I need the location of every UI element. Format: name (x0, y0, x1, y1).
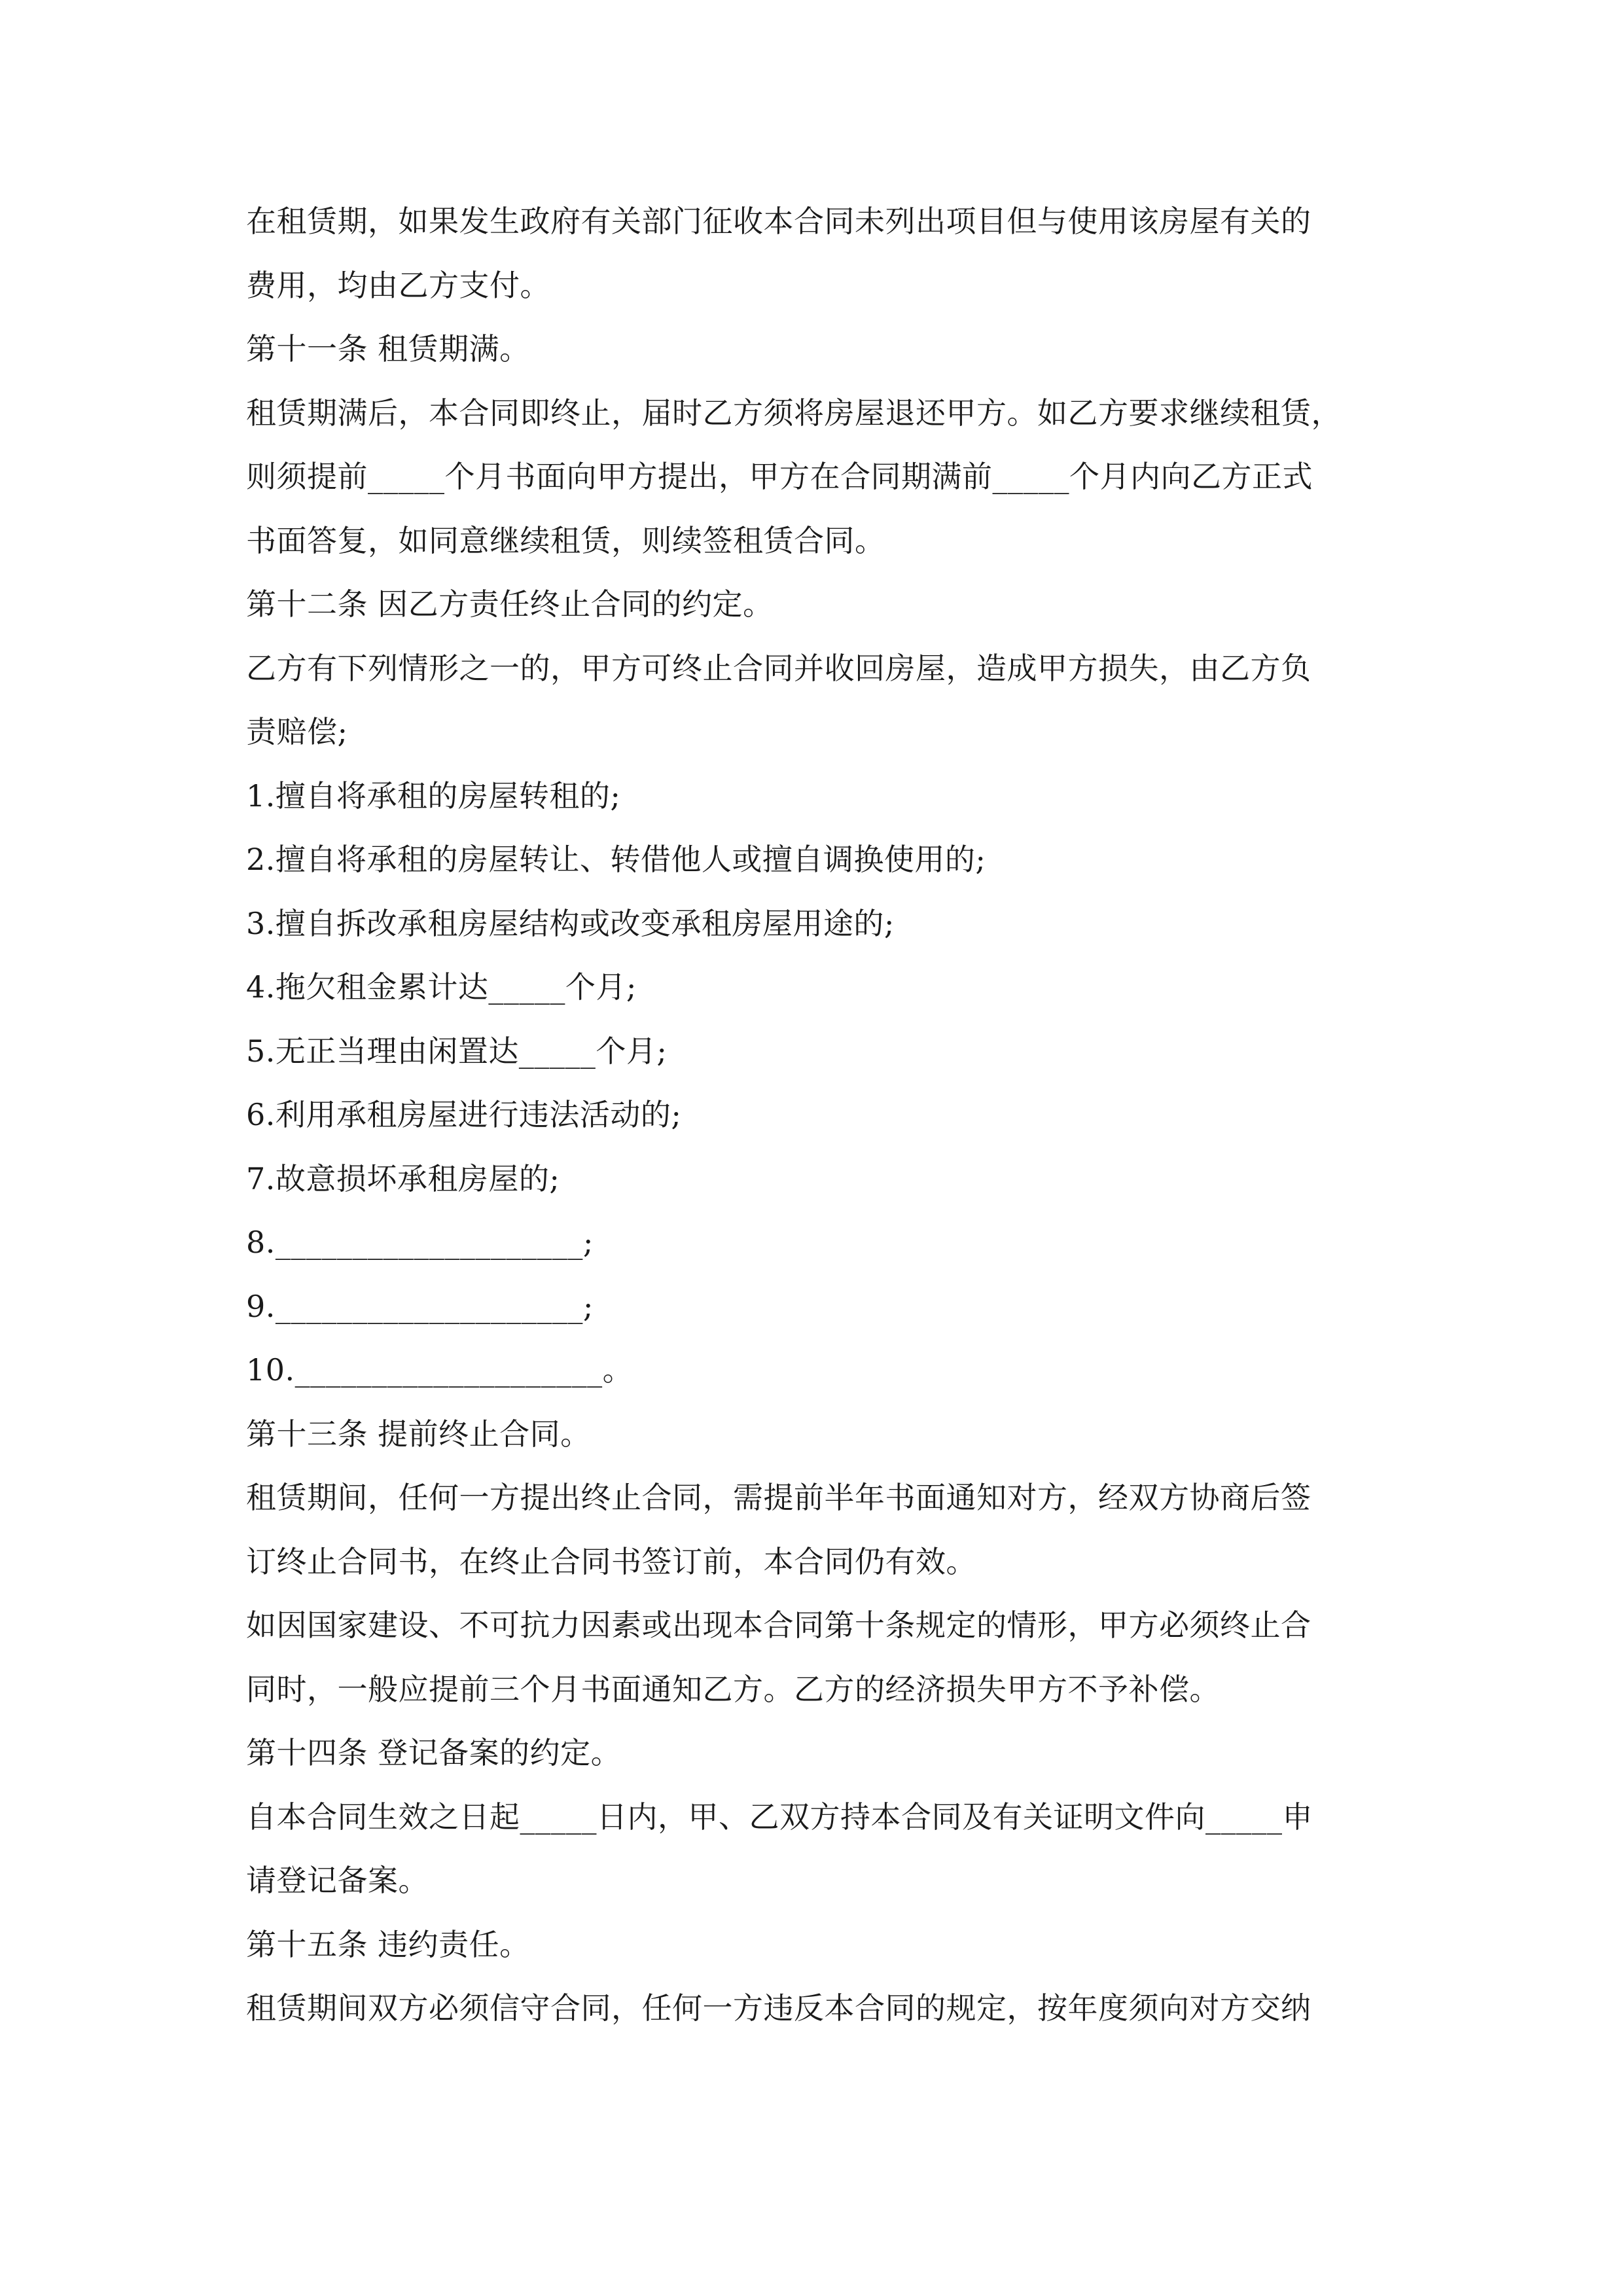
text-line: 订终止合同书，在终止合同书签订前，本合同仍有效。 (246, 1543, 976, 1579)
section-heading: 第十五条 违约责任。 (246, 1926, 530, 1962)
text-line: 租赁期满后，本合同即终止，届时乙方须将房屋退还甲方。如乙方要求继续租赁， (246, 395, 1342, 431)
text-line: 则须提前_____个月书面向甲方提出，甲方在合同期满前_____个月内向乙方正式 (246, 459, 1313, 494)
list-item: 10.____________________。 (246, 1352, 633, 1388)
text-line: 乙方有下列情形之一的，甲方可终止合同并收回房屋，造成甲方损失，由乙方负 (246, 650, 1311, 686)
text-line: 责赔偿; (246, 714, 348, 749)
section-heading: 第十三条 提前终止合同。 (246, 1416, 591, 1452)
text-line: 如因国家建设、不可抗力因素或出现本合同第十条规定的情形，甲方必须终止合 (246, 1607, 1311, 1643)
list-item: 3.擅自拆改承租房屋结构或改变承租房屋用途的; (246, 905, 895, 941)
list-item: 4.拖欠租金累计达_____个月; (246, 969, 637, 1005)
text-line: 在租赁期，如果发生政府有关部门征收本合同未列出项目但与使用该房屋有关的 (246, 204, 1311, 239)
list-item: 5.无正当理由闲置达_____个月; (246, 1033, 668, 1069)
list-item: 7.故意损坏承租房屋的; (246, 1160, 560, 1196)
text-line: 请登记备案。 (246, 1863, 429, 1898)
text-line: 书面答复，如同意继续租赁，则续签租赁合同。 (246, 522, 885, 558)
text-line: 租赁期间，任何一方提出终止合同，需提前半年书面通知对方，经双方协商后签 (246, 1480, 1311, 1515)
text-line: 租赁期间双方必须信守合同，任何一方违反本合同的规定，按年度须向对方交纳 (246, 1990, 1311, 2026)
list-item: 1.擅自将承租的房屋转租的; (246, 778, 621, 814)
list-item: 8.____________________; (246, 1225, 594, 1260)
list-item: 6.利用承租房屋进行违法活动的; (246, 1097, 682, 1132)
text-line: 自本合同生效之日起_____日内，甲、乙双方持本合同及有关证明文件向_____申 (246, 1799, 1313, 1835)
document-body (246, 190, 1378, 2041)
list-item: 9.____________________; (246, 1288, 594, 1324)
section-heading: 第十四条 登记备案的约定。 (246, 1735, 622, 1770)
section-heading: 第十二条 因乙方责任终止合同的约定。 (246, 586, 774, 622)
list-item: 2.擅自将承租的房屋转让、转借他人或擅自调换使用的; (246, 842, 986, 877)
text-line: 费用，均由乙方支付。 (246, 267, 550, 303)
section-heading: 第十一条 租赁期满。 (246, 331, 530, 367)
text-line: 同时，一般应提前三个月书面通知乙方。乙方的经济损失甲方不予补偿。 (246, 1671, 1220, 1707)
